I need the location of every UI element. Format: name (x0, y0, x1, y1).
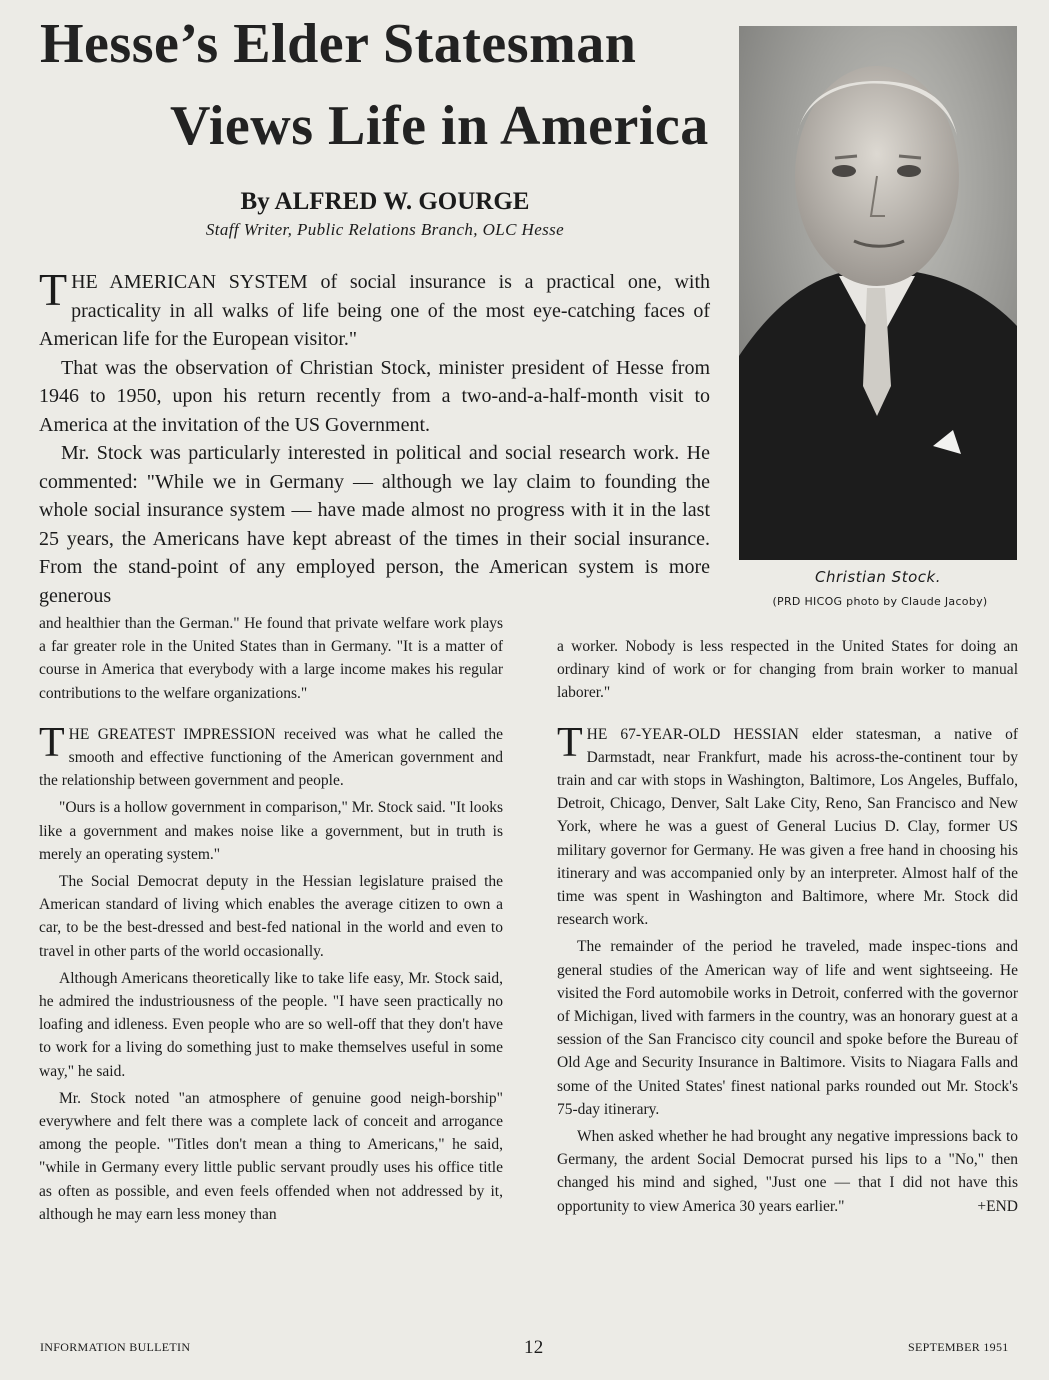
lead-paragraph-2: That was the observation of Christian Stock, minister president of Hesse from 1946 to 1950, upon his return recently from a two-and-a-half-month visit to America at the invitation of the US Government. (39, 356, 710, 436)
paragraph-final: When asked whether he had brought any negative impressions back to Germany, the ardent Social Democrat pursed his lips to a "No," then changed his mind and sighed, "Just one — that I did not have this opportunity to view America 30 years earlier." +END (557, 1125, 1018, 1218)
portrait-photo (739, 26, 1017, 560)
column-right (557, 635, 1018, 1218)
lead-paragraph-1: THE AMERICAN SYSTEM of social insurance is a practical one, with practicality in all walks of life being one of the most eye-catching faces of American life for the European visitor." (39, 264, 710, 350)
byline: By ALFRED W. GOURGE (240, 188, 530, 215)
paragraph: Although Americans theoretically like to take life easy, Mr. Stock said, he admired the industriousness of the people. "I have seen practically no loafing and idleness. Even people who are so well-off that they don't have to work for a living do something just to make themselves useful in some way," he said. (39, 969, 503, 1080)
issue-date: SEPTEMBER 1951 (908, 1340, 1009, 1354)
section-paragraph-tour: THE 67-YEAR-OLD HESSIAN elder statesman, a native of Darmstadt, near Frankfurt, made his across-the-continent tour by train and car with stops in Washington, Baltimore, Los Angeles, Buffalo, Detroit, Chicago, Denver, Salt Lake City, Reno, San Francisco and New York, where he was a guest of General Lucius D. Clay, former US military governor for Germany. He was given a free hand in choosing his itinerary and was accompanied only by an interpreter. Almost half of the time was spent in Washington and Baltimore, where Mr. Stock did research work. (557, 719, 1018, 929)
continuation-paragraph: a worker. Nobody is less respected in the United States for doing an ordinary kind of work or for changing from brain worker to manual laborer." (557, 638, 1018, 702)
continuation-paragraph: and healthier than the German." He found that private welfare work plays a far greater role in the United States than in Germany. "It is a matter of course in America that everybody with a large income makes his regular contributions to the welfare organizations." (39, 615, 503, 702)
photo-credit: (PRD HICOG photo by Claude Jacoby) (772, 595, 988, 608)
column-left (39, 612, 503, 1226)
drop-cap: T (39, 719, 65, 766)
section-paragraph-impression: THE GREATEST IMPRESSION received was what he called the smooth and effective functioning of the American government and the relationship between government and people. (39, 719, 503, 790)
drop-cap: T (557, 719, 583, 766)
publication-name: INFORMATION BULLETIN (40, 1340, 191, 1354)
end-mark: +END (977, 1197, 1018, 1215)
photo-caption: Christian Stock. (815, 568, 941, 586)
drop-cap: T (39, 264, 68, 315)
headline-line-2: Views Life in America (170, 95, 709, 157)
paragraph: "Ours is a hollow government in comparison," Mr. Stock said. "It looks like a government and makes noise like a government, but in truth is merely an operating system." (39, 799, 503, 863)
headline-line-1: Hesse’s Elder Statesman (40, 13, 637, 75)
paragraph: The Social Democrat deputy in the Hessian legislature praised the American standard of living which enables the average citizen to own a car, to be the best-dressed and best-fed national in the world and even to travel in other parts of the world occasionally. (39, 873, 503, 960)
page-number: 12 (524, 1337, 544, 1358)
staff-line: Staff Writer, Public Relations Branch, OLC Hesse (205, 220, 565, 239)
paragraph: Mr. Stock noted "an atmosphere of genuine good neigh-borship" everywhere and felt there was a complete lack of conceit and arrogance among the people. "Titles don't mean a thing to Americans," he said, "while in Germany every little public servant proudly uses his office title as often as possible, and even feels offended when not addressed by it, although he may earn less money than (39, 1089, 503, 1223)
lead-text (39, 264, 710, 610)
lead-paragraph-3: Mr. Stock was particularly interested in political and social research work. He commented: "While we in Germany — although we lay claim to founding the whole social insurance system — have made almost no progress with it in the last 25 years, the Americans have kept abreast of the times in their social insurance. From the stand-point of any employed person, the American system is more generous (39, 442, 710, 607)
portrait-illustration (739, 26, 1017, 560)
paragraph: The remainder of the period he traveled, made inspec-tions and general studies of the American way of life and went sightseeing. He visited the Ford automobile works in Detroit, conferred with the governor of Michigan, lived with farmers in the country, was an honorary guest at a session of the San Francisco city council and spoke before the Bureau of Old Age and Security Insurance in Baltimore. Visits to Niagara Falls and some of the United States' finest national parks rounded out Mr. Stock's 75-day itinerary. (557, 938, 1018, 1118)
